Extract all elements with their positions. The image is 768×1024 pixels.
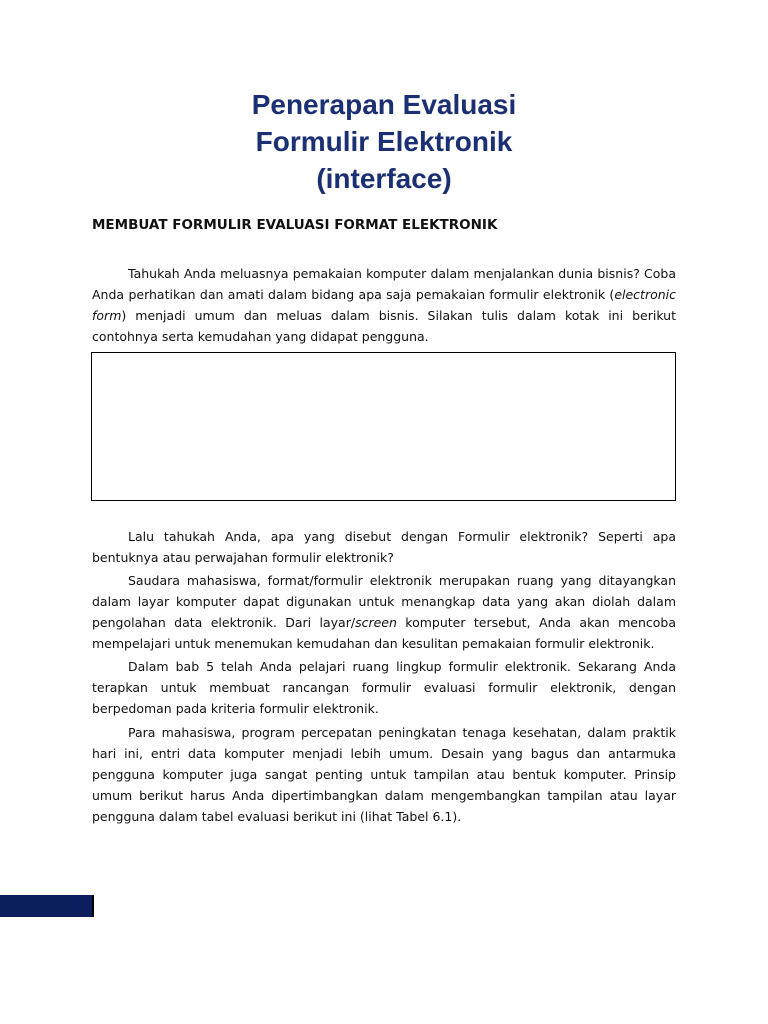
paragraph-2: Lalu tahukah Anda, apa yang disebut dengan Formulir elektronik? Seperti apa bentuknya atau perwajahan formulir elektronik? bbox=[92, 529, 676, 565]
paragraph-5: Para mahasiswa, program percepatan peningkatan tenaga kesehatan, dalam praktik hari ini, entri data komputer menjadi lebih umum. Desain yang bagus dan antarmuka pengguna komputer juga sangat penting untuk tampilan atau bentuk komputer. Prinsip umum berikut harus Anda dipertimbangkan dalam mengembangkan tampilan atau layar pengguna dalam tabel evaluasi berikut ini (lihat Tabel 6.1). bbox=[92, 725, 676, 824]
intro-text-2: ) menjadi umum dan meluas dalam bisnis. Silakan tulis dalam kotak ini berikut contohnya serta kemudahan yang didapat pengguna. bbox=[92, 308, 676, 344]
page-title bbox=[0, 86, 768, 197]
section-heading: MEMBUAT FORMULIR EVALUASI FORMAT ELEKTRONIK bbox=[92, 217, 498, 233]
intro-italic-term: electronic form bbox=[92, 287, 676, 323]
paragraph-4: Dalam bab 5 telah Anda pelajari ruang lingkup formulir elektronik. Sekarang Anda terapkan untuk membuat rancangan formulir evaluasi formulir elektronik, dengan berpedoman pada kriteria formulir elektronik. bbox=[92, 659, 676, 716]
answer-box[interactable] bbox=[91, 352, 676, 501]
paragraph-3-text-1: Saudara mahasiswa, format/formulir elektronik merupakan ruang yang ditayangkan dalam layar komputer dapat digunakan untuk menangkap data yang akan diolah dalam pengolahan data elektronik. Dari layar/ bbox=[92, 573, 676, 630]
intro-text-1: Tahukah Anda meluasnya pemakaian komputer dalam menjalankan dunia bisnis? Coba Anda perhatikan dan amati dalam bidang apa saja pemakaian formulir elektronik ( bbox=[92, 266, 676, 302]
intro-paragraph bbox=[92, 263, 676, 347]
paragraph-3-text-2: komputer tersebut, Anda akan mencoba mempelajari untuk menemukan kemudahan dan kesulitan pemakaian formulir elektronik. bbox=[92, 615, 676, 651]
footer-accent-bar-edge bbox=[92, 895, 94, 917]
page-title-line-3: (interface) bbox=[316, 163, 452, 194]
page-title-line-1: Penerapan Evaluasi bbox=[251, 89, 517, 120]
paragraph-3-italic-term: screen bbox=[355, 615, 397, 630]
page-title-line-2: Formulir Elektronik bbox=[255, 126, 513, 157]
paragraph-3 bbox=[92, 570, 676, 654]
footer-accent-bar bbox=[0, 895, 92, 917]
